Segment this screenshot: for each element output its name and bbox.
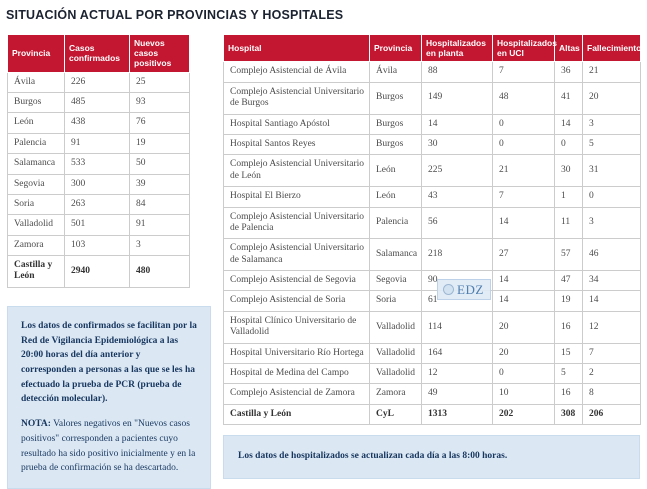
table-cell: León bbox=[370, 155, 422, 187]
table-cell: 91 bbox=[130, 215, 190, 235]
table-cell: 91 bbox=[65, 133, 130, 153]
nota-text: Valores negativos en "Nuevos casos positivos" corresponden a pacientes cuyo resultado ha sido positivo inicialmente y en la prueba de confirmación se ha descartado. bbox=[21, 419, 196, 474]
table-cell: Complejo Asistencial de Ávila bbox=[224, 62, 370, 82]
table-cell: Salamanca bbox=[8, 154, 65, 174]
table-cell: Complejo Asistencial de Segovia bbox=[224, 271, 370, 291]
table-cell: 218 bbox=[422, 239, 493, 271]
column-header: Provincia bbox=[370, 35, 422, 62]
table-cell: Burgos bbox=[8, 92, 65, 112]
table-cell: 12 bbox=[583, 311, 641, 343]
table-cell: 49 bbox=[422, 384, 493, 404]
table-cell: Hospital Santiago Apóstol bbox=[224, 114, 370, 134]
table-cell: 1 bbox=[555, 187, 583, 207]
table-row bbox=[224, 207, 641, 239]
table-cell: Burgos bbox=[370, 82, 422, 114]
table-cell: 308 bbox=[555, 404, 583, 424]
confirmed-note-paragraph: Los datos de confirmados se facilitan por la Red de Vigilancia Epidemiológica a las 20:00 horas del día anterior y corresponden a personas a las que se les ha efectuado la prueba de PCR (prueba de detección molecular). bbox=[21, 320, 197, 405]
content-columns bbox=[5, 34, 647, 489]
table-cell: 56 bbox=[422, 207, 493, 239]
table-cell: Complejo Asistencial de Zamora bbox=[224, 384, 370, 404]
table-cell: Ávila bbox=[370, 62, 422, 82]
table-cell: 30 bbox=[555, 155, 583, 187]
table-cell: Hospital Universitario Río Hortega bbox=[224, 343, 370, 363]
hospitals-table bbox=[223, 34, 647, 425]
table-cell: 8 bbox=[583, 384, 641, 404]
table-cell: Salamanca bbox=[370, 239, 422, 271]
provinces-table bbox=[7, 34, 190, 288]
page-title: SITUACIÓN ACTUAL POR PROVINCIAS Y HOSPITALES bbox=[6, 8, 344, 22]
table-cell: 225 bbox=[422, 155, 493, 187]
table-cell: Zamora bbox=[370, 384, 422, 404]
table-cell: 0 bbox=[555, 134, 583, 154]
column-header: Nuevos casos positivos bbox=[130, 35, 190, 73]
nota-label: NOTA: bbox=[21, 419, 51, 430]
table-cell: 47 bbox=[555, 271, 583, 291]
table-cell: 7 bbox=[493, 62, 555, 82]
table-cell: León bbox=[8, 113, 65, 133]
table-cell: 10 bbox=[493, 384, 555, 404]
table-cell: 15 bbox=[555, 343, 583, 363]
table-cell: 14 bbox=[583, 291, 641, 311]
table-cell: 93 bbox=[130, 92, 190, 112]
table-cell: 2 bbox=[583, 364, 641, 384]
table-cell: 46 bbox=[583, 239, 641, 271]
table-cell: 19 bbox=[555, 291, 583, 311]
table-row bbox=[224, 364, 641, 384]
table-cell: 27 bbox=[493, 239, 555, 271]
table-cell: Zamora bbox=[8, 235, 65, 255]
column-header: Casos confirmados bbox=[65, 35, 130, 73]
table-cell: Complejo Asistencial Universitario de Burgos bbox=[224, 82, 370, 114]
table-cell: Complejo Asistencial de Soria bbox=[224, 291, 370, 311]
table-cell: 438 bbox=[65, 113, 130, 133]
table-cell: Burgos bbox=[370, 134, 422, 154]
table-cell: 5 bbox=[583, 134, 641, 154]
table-cell: 533 bbox=[65, 154, 130, 174]
edz-circle-icon bbox=[443, 284, 454, 295]
table-cell: Hospital El Bierzo bbox=[224, 187, 370, 207]
table-row bbox=[224, 82, 641, 114]
hospitals-header-row bbox=[224, 35, 641, 62]
table-cell: 3 bbox=[583, 114, 641, 134]
column-header: Fallecimientos bbox=[583, 35, 641, 62]
table-cell: 3 bbox=[130, 235, 190, 255]
table-cell: Segovia bbox=[8, 174, 65, 194]
table-cell: 41 bbox=[555, 82, 583, 114]
table-row bbox=[224, 384, 641, 404]
table-cell: 25 bbox=[130, 72, 190, 92]
table-cell: 226 bbox=[65, 72, 130, 92]
table-cell: 14 bbox=[422, 114, 493, 134]
table-cell: 20 bbox=[583, 82, 641, 114]
table-cell: 16 bbox=[555, 384, 583, 404]
table-cell: Valladolid bbox=[370, 364, 422, 384]
table-row bbox=[224, 114, 641, 134]
table-cell: 263 bbox=[65, 194, 130, 214]
table-row bbox=[224, 62, 641, 82]
table-cell: 0 bbox=[493, 134, 555, 154]
table-cell: 21 bbox=[583, 62, 641, 82]
hospitalized-note: Los datos de hospitalizados se actualizan cada día a las 8:00 horas. bbox=[223, 435, 640, 479]
table-cell: 202 bbox=[493, 404, 555, 424]
table-cell: 14 bbox=[493, 271, 555, 291]
table-cell: 7 bbox=[493, 187, 555, 207]
table-row bbox=[8, 154, 190, 174]
table-cell: 14 bbox=[493, 291, 555, 311]
table-row bbox=[224, 271, 641, 291]
edz-watermark-text: EDZ bbox=[457, 281, 484, 297]
table-row bbox=[8, 174, 190, 194]
total-row bbox=[8, 256, 190, 288]
table-cell: 14 bbox=[493, 207, 555, 239]
table-cell: Palencia bbox=[370, 207, 422, 239]
column-header: Provincia bbox=[8, 35, 65, 73]
table-cell: Hospital Clínico Universitario de Valladolid bbox=[224, 311, 370, 343]
table-cell: 34 bbox=[583, 271, 641, 291]
table-row bbox=[224, 343, 641, 363]
table-cell: 43 bbox=[422, 187, 493, 207]
table-cell: Burgos bbox=[370, 114, 422, 134]
table-cell: 2940 bbox=[65, 256, 130, 288]
table-cell: Complejo Asistencial Universitario de Palencia bbox=[224, 207, 370, 239]
total-row bbox=[224, 404, 641, 424]
table-cell: 11 bbox=[555, 207, 583, 239]
column-header: Hospitalizados en planta bbox=[422, 35, 493, 62]
table-cell: Complejo Asistencial Universitario de Salamanca bbox=[224, 239, 370, 271]
table-cell: 206 bbox=[583, 404, 641, 424]
table-cell: 103 bbox=[65, 235, 130, 255]
table-cell: 20 bbox=[493, 343, 555, 363]
table-row bbox=[224, 134, 641, 154]
table-cell: 90 bbox=[422, 271, 493, 291]
table-cell: 300 bbox=[65, 174, 130, 194]
table-cell: Ávila bbox=[8, 72, 65, 92]
table-cell: 7 bbox=[583, 343, 641, 363]
table-cell: 114 bbox=[422, 311, 493, 343]
table-row bbox=[8, 215, 190, 235]
table-cell: 0 bbox=[493, 114, 555, 134]
table-cell: Valladolid bbox=[370, 311, 422, 343]
table-row bbox=[224, 187, 641, 207]
table-cell: 1313 bbox=[422, 404, 493, 424]
table-cell: 57 bbox=[555, 239, 583, 271]
table-cell: Soria bbox=[370, 291, 422, 311]
table-row bbox=[224, 291, 641, 311]
table-cell: Castilla y León bbox=[8, 256, 65, 288]
table-cell: 0 bbox=[583, 187, 641, 207]
provinces-header-row bbox=[8, 35, 190, 73]
table-row bbox=[8, 72, 190, 92]
table-cell: 16 bbox=[555, 311, 583, 343]
table-row bbox=[224, 155, 641, 187]
table-cell: 76 bbox=[130, 113, 190, 133]
table-cell: 61 bbox=[422, 291, 493, 311]
table-cell: 36 bbox=[555, 62, 583, 82]
table-cell: Complejo Asistencial Universitario de León bbox=[224, 155, 370, 187]
table-row bbox=[224, 239, 641, 271]
table-cell: Castilla y León bbox=[224, 404, 370, 424]
table-cell: 39 bbox=[130, 174, 190, 194]
table-cell: Palencia bbox=[8, 133, 65, 153]
table-cell: 30 bbox=[422, 134, 493, 154]
table-cell: Valladolid bbox=[370, 343, 422, 363]
table-cell: 480 bbox=[130, 256, 190, 288]
table-cell: CyL bbox=[370, 404, 422, 424]
table-row bbox=[8, 133, 190, 153]
table-row bbox=[8, 92, 190, 112]
provinces-column bbox=[5, 34, 211, 489]
table-cell: León bbox=[370, 187, 422, 207]
table-row bbox=[8, 113, 190, 133]
table-cell: Valladolid bbox=[8, 215, 65, 235]
table-cell: 12 bbox=[422, 364, 493, 384]
table-cell: 485 bbox=[65, 92, 130, 112]
table-cell: Soria bbox=[8, 194, 65, 214]
table-cell: 48 bbox=[493, 82, 555, 114]
table-cell: 0 bbox=[493, 364, 555, 384]
table-cell: 3 bbox=[583, 207, 641, 239]
confirmed-cases-note bbox=[7, 306, 211, 489]
table-cell: 5 bbox=[555, 364, 583, 384]
table-cell: 501 bbox=[65, 215, 130, 235]
table-cell: 19 bbox=[130, 133, 190, 153]
edz-watermark bbox=[437, 279, 491, 300]
column-header: Hospital bbox=[224, 35, 370, 62]
table-cell: 31 bbox=[583, 155, 641, 187]
column-header: Altas bbox=[555, 35, 583, 62]
table-cell: 164 bbox=[422, 343, 493, 363]
table-row bbox=[8, 235, 190, 255]
table-cell: 88 bbox=[422, 62, 493, 82]
table-row bbox=[8, 194, 190, 214]
table-cell: 149 bbox=[422, 82, 493, 114]
nota-paragraph bbox=[21, 417, 197, 476]
hospitals-column bbox=[223, 34, 647, 479]
table-cell: 84 bbox=[130, 194, 190, 214]
table-cell: Hospital de Medina del Campo bbox=[224, 364, 370, 384]
table-cell: 50 bbox=[130, 154, 190, 174]
column-header: Hospitalizados en UCI bbox=[493, 35, 555, 62]
table-cell: Segovia bbox=[370, 271, 422, 291]
table-cell: 14 bbox=[555, 114, 583, 134]
table-cell: 20 bbox=[493, 311, 555, 343]
table-row bbox=[224, 311, 641, 343]
table-cell: Hospital Santos Reyes bbox=[224, 134, 370, 154]
table-cell: 21 bbox=[493, 155, 555, 187]
